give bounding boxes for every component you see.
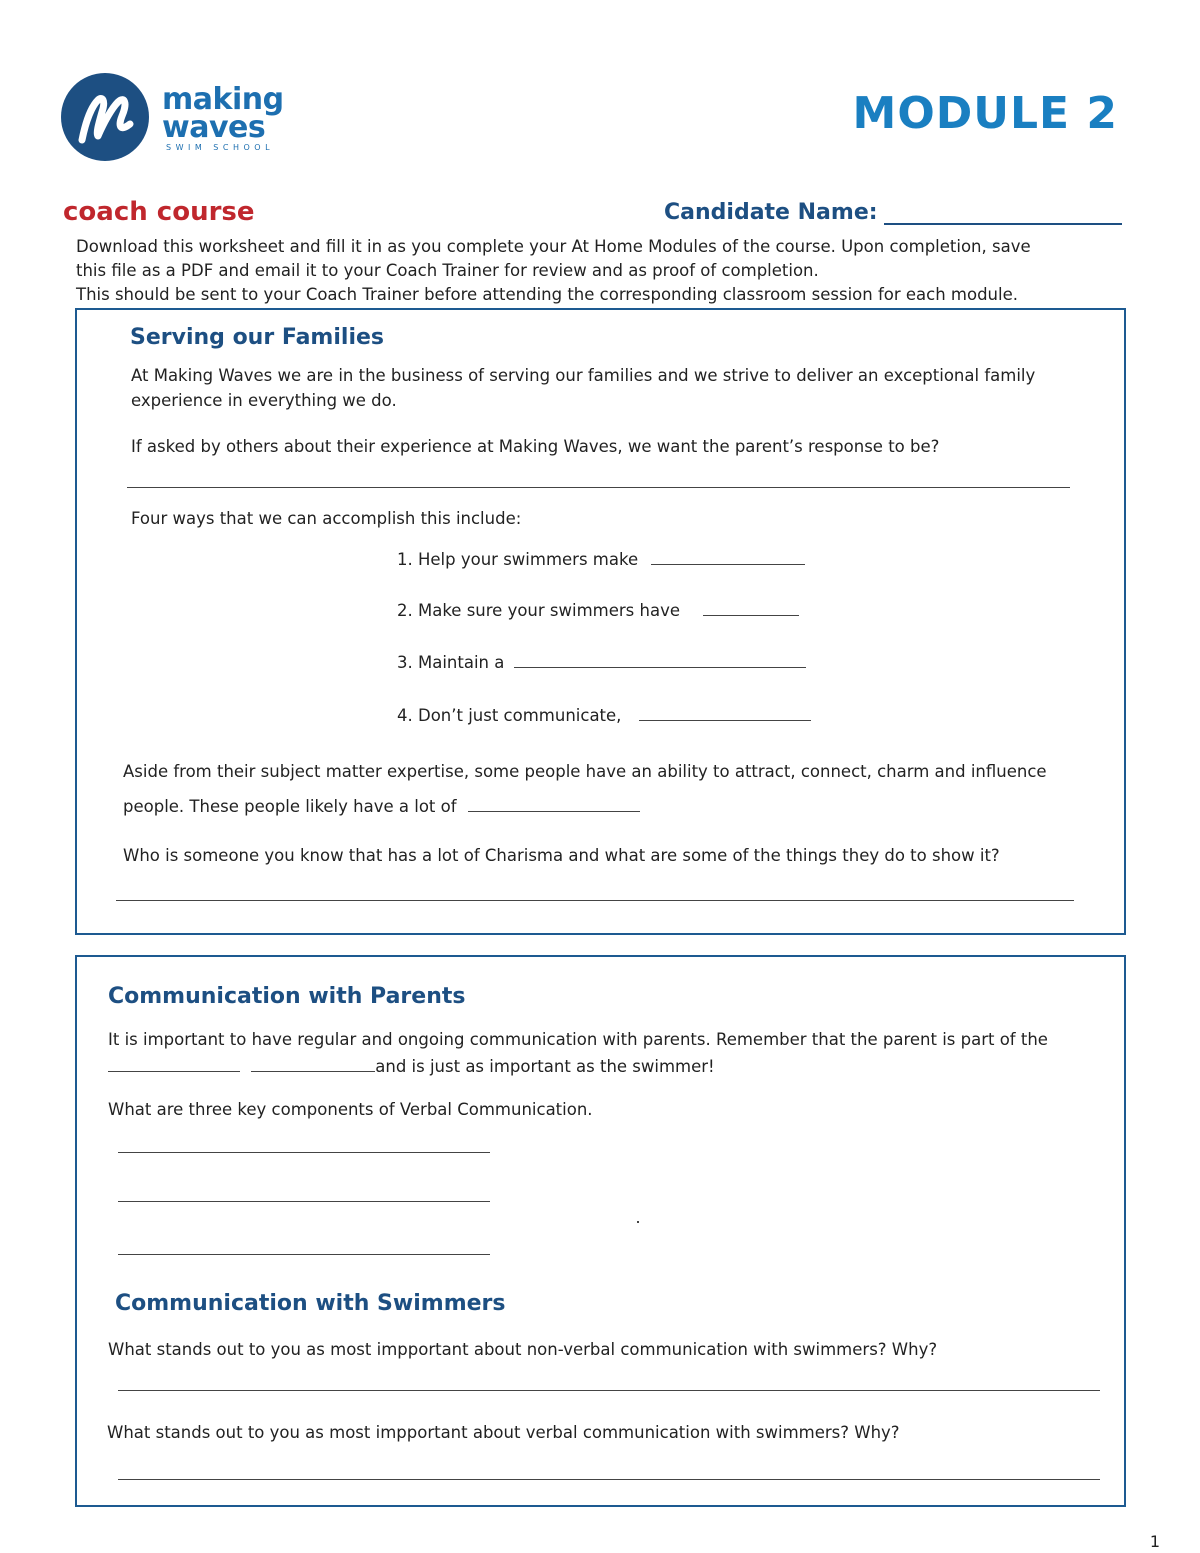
intro-line: Download this worksheet and fill it in as you complete your At Home Modules of the course. Upon completion, save bbox=[76, 237, 1031, 256]
course-label: coach course bbox=[63, 197, 255, 227]
parents-blank-2[interactable] bbox=[251, 1055, 375, 1072]
charisma-paragraph-text: people. These people likely have a lot of bbox=[123, 797, 457, 816]
parent-response-question: If asked by others about their experience at Making Waves, we want the parent’s response to be? bbox=[131, 437, 940, 456]
parents-blank-1[interactable] bbox=[108, 1055, 240, 1072]
way-item-1-blank[interactable] bbox=[651, 548, 805, 565]
logo-subtitle: SWIM SCHOOL bbox=[166, 143, 275, 152]
page-number: 1 bbox=[1149, 1532, 1160, 1551]
families-paragraph-line: experience in everything we do. bbox=[131, 391, 397, 410]
way-item-3 bbox=[397, 651, 806, 672]
way-item-text: 2. Make sure your swimmers have bbox=[397, 601, 680, 620]
section-title-communication-swimmers: Communication with Swimmers bbox=[115, 1291, 506, 1316]
candidate-name-label: Candidate Name: bbox=[664, 200, 878, 225]
charisma-question: Who is someone you know that has a lot of Charisma and what are some of the things they do to show it? bbox=[123, 846, 1000, 865]
verbal-component-answer-line-1[interactable] bbox=[118, 1152, 490, 1153]
charisma-answer-line[interactable] bbox=[116, 900, 1074, 901]
way-item-2-blank[interactable] bbox=[703, 599, 799, 616]
candidate-name-line[interactable] bbox=[884, 201, 1122, 225]
way-item-text: 3. Maintain a bbox=[397, 653, 505, 672]
parents-paragraph-line: It is important to have regular and ongoing communication with parents. Remember that the parent is part of the bbox=[108, 1030, 1048, 1049]
charisma-blank[interactable] bbox=[468, 795, 640, 812]
verbal-question: What stands out to you as most impportant about verbal communication with swimmers? Why? bbox=[107, 1423, 900, 1442]
candidate-name-field[interactable] bbox=[664, 200, 1122, 225]
section-title-serving-families: Serving our Families bbox=[130, 325, 384, 350]
module-title: MODULE 2 bbox=[852, 88, 1118, 139]
stray-dot bbox=[637, 1221, 639, 1223]
way-item-4 bbox=[397, 704, 811, 725]
way-item-4-blank[interactable] bbox=[639, 704, 811, 721]
four-ways-label: Four ways that we can accomplish this include: bbox=[131, 509, 522, 528]
parents-paragraph-line-2 bbox=[108, 1055, 715, 1076]
way-item-1 bbox=[397, 548, 805, 569]
parents-paragraph-text: and is just as important as the swimmer! bbox=[375, 1057, 715, 1076]
nonverbal-answer-line[interactable] bbox=[118, 1390, 1100, 1391]
families-paragraph-line: At Making Waves we are in the business of serving our families and we strive to deliver an exceptional family bbox=[131, 366, 1036, 385]
charisma-paragraph-line-2 bbox=[123, 795, 640, 816]
verbal-components-question: What are three key components of Verbal Communication. bbox=[108, 1100, 593, 1119]
nonverbal-question: What stands out to you as most impportant about non-verbal communication with swimmers? Why? bbox=[108, 1340, 938, 1359]
logo-word-waves: waves bbox=[162, 110, 266, 145]
charisma-paragraph-line: Aside from their subject matter expertise, some people have an ability to attract, connect, charm and influence bbox=[123, 762, 1047, 781]
way-item-3-blank[interactable] bbox=[514, 651, 806, 668]
verbal-component-answer-line-2[interactable] bbox=[118, 1201, 490, 1202]
verbal-answer-line[interactable] bbox=[118, 1479, 1100, 1480]
logo-word-making: making bbox=[162, 82, 284, 117]
parent-response-answer-line[interactable] bbox=[127, 487, 1070, 488]
intro-line: This should be sent to your Coach Trainer before attending the corresponding classroom session for each module. bbox=[76, 285, 1018, 304]
intro-paragraph bbox=[76, 235, 1076, 307]
way-item-text: 1. Help your swimmers make bbox=[397, 550, 639, 569]
intro-line: this file as a PDF and email it to your Coach Trainer for review and as proof of completion. bbox=[76, 261, 819, 280]
section-title-communication-parents: Communication with Parents bbox=[108, 984, 466, 1009]
way-item-text: 4. Don’t just communicate, bbox=[397, 706, 622, 725]
way-item-2 bbox=[397, 599, 799, 620]
wave-n-logo-icon bbox=[60, 72, 150, 162]
making-waves-logo bbox=[60, 72, 300, 162]
verbal-component-answer-line-3[interactable] bbox=[118, 1254, 490, 1255]
